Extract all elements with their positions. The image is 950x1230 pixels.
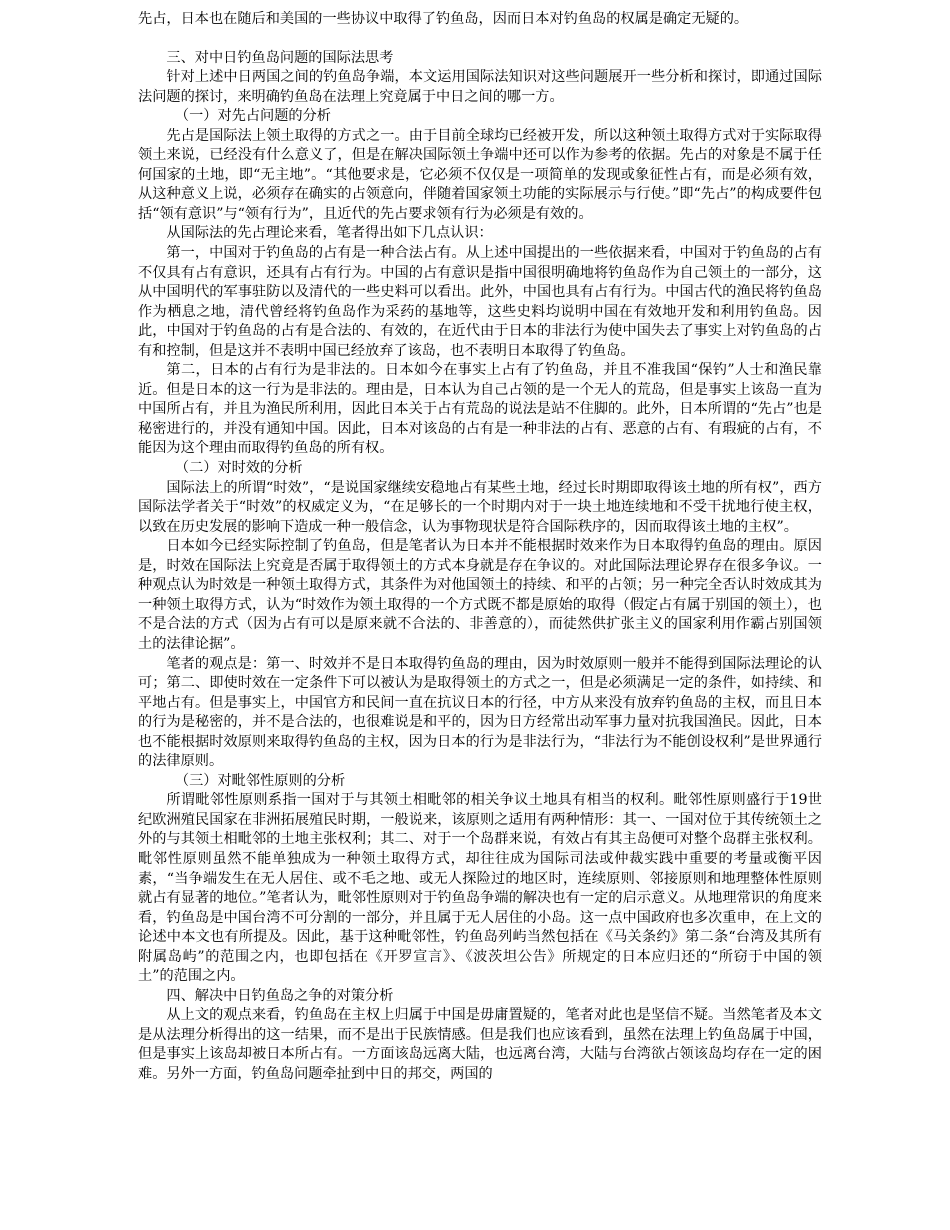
subsection-3-heading: （三）对毗邻性原则的分析	[174, 772, 346, 789]
subsection-1-paragraph-3: 第一，中国对于钓鱼岛的占有是一种合法占有。从上述中国提出的一些依据来看，中国对于钓鱼岛的占有不仅具有占有意识，还具有占有行为。中国的占有意识是指中国很明确地将钓鱼岛作为自己领土的一部分，这从中国明代的军事驻防以及清代的一些史料可以看出。此外，中国也具有占有行为。中国古代的渔民将钓鱼岛作为栖息之地，清代曾经将钓鱼岛作为采药的基地等，这些史料均说明中国在有效地开发和利用钓鱼岛。因此，中国对于钓鱼岛的占有是合法的、有效的，在近代由于日本的非法行为使中国失去了事实上对钓鱼岛的占有和控制，但是这并不表明中国已经放弃了该岛，也不表明日本取得了钓鱼岛。	[138, 245, 822, 359]
section-4-heading: 四、解决中日钓鱼岛之争的对策分析	[166, 987, 394, 1004]
subsection-3-paragraph-1: 所谓毗邻性原则系指一国对于与其领土相毗邻的相关争议土地具有相当的权利。毗邻性原则盛行于19世纪欧洲殖民国家在非洲拓展殖民时期，一般说来，该原则之适用有两种情形：其一、一国对位于其传统领土之外的与其领土相毗邻的土地主张权利；其二、对于一个岛群来说，有效占有其主岛便可对整个岛群主张权利。毗邻性原则虽然不能单独成为一种领土取得方式，却往往成为国际司法或仲裁实践中重要的考量或衡平因素，“当争端发生在无人居住、或不毛之地、或无人探险过的地区时，连续原则、邻接原则和地理整体性原则就占有显著的地位。”笔者认为，毗邻性原则对于钓鱼岛争端的解决也有一定的启示意义。从地理常识的角度来看，钓鱼岛是中国台湾不可分割的一部分，并且属于无人居住的小岛。这一点中国政府也多次重申，在上文的论述中本文也有所提及。因此，基于这种毗邻性，钓鱼岛列屿当然包括在《马关条约》第二条“台湾及其所有附属岛屿”的范围之内，也即包括在《开罗宣言》、《波茨坦公告》所规定的日本应归还的“所窃于中国的领土”的范围之内。	[138, 792, 822, 985]
subsection-2-paragraph-2: 日本如今已经实际控制了钓鱼岛，但是笔者认为日本并不能根据时效来作为日本取得钓鱼岛的理由。原因是，时效在国际法上究竟是否属于取得领土的方式本身就是存在争议的。对此国际法理论界存在很多争议。一种观点认为时效是一种领土取得方式，其条件为对他国领土的持续、和平的占领；另一种完全否认时效成其为一种领土取得方式，认为“时效作为领土取得的一个方式既不都是原始的取得（假定占有属于别国的领土），也不是合法的方式（因为占有可以是原来就不合法的、非善意的），而徒然供扩张主义的国家利用作霸占别国领土的法律论据”。	[138, 538, 822, 652]
lead-paragraph: 先占，日本也在随后和美国的一些协议中取得了钓鱼岛，因而日本对钓鱼岛的权属是确定无疑的。	[138, 11, 749, 27]
paragraph-gap	[138, 30, 822, 49]
subsection-1-paragraph-1: 先占是国际法上领土取得的方式之一。由于目前全球均已经被开发，所以这种领土取得方式对于实际取得领土来说，已经没有什么意义了，但是在解决国际领土争端中还可以作为参考的依据。先占的对象是不属于任何国家的土地，即“无主地”。“其他要求是，它必须不仅仅是一项简单的发现或象征性占有，而是必须有效，从这种意义上说，必须存在确实的占领意向，伴随着国家领土功能的实际展示与行使。”即“先占”的构成要件包括“领有意识”与“领有行为”，且近代的先占要求领有行为必须是有效的。	[138, 127, 822, 222]
document-page	[138, 10, 822, 1085]
subsection-2-paragraph-1: 国际法上的所谓“时效”，“是说国家继续安稳地占有某些土地，经过长时期即取得该土地的所有权”，西方国际法学者关于“时效”的权威定义为，“在足够长的一个时期内对于一块土地连续地和不受干扰地行使主权，以致在历史发展的影响下造成一种一般信念，认为事物现状是符合国际秩序的，因而取得该土地的主权”。	[138, 479, 822, 535]
section-3-intro: 针对上述中日两国之间的钓鱼岛争端，本文运用国际法知识对这些问题展开一些分析和探讨，即通过国际法问题的探讨，来明确钓鱼岛在法理上究竟属于中日之间的哪一方。	[138, 69, 822, 105]
subsection-1-heading: （一）对先占问题的分析	[174, 108, 331, 125]
subsection-2-heading: （二）对时效的分析	[174, 460, 303, 477]
subsection-2-paragraph-3: 笔者的观点是：第一、时效并不是日本取得钓鱼岛的理由，因为时效原则一般并不能得到国际法理论的认可；第二、即使时效在一定条件下可以被认为是取得领土的方式之一，但是必须满足一定的条件，如持续、和平地占有。但是事实上，中国官方和民间一直在抗议日本的行径，中方从来没有放弃钓鱼岛的主权，而且日本的行为是秘密的，并不是合法的，也很难说是和平的，因为日方经常出动军事力量对抗我国渔民。因此，日本也不能根据时效原则来取得钓鱼岛的主权，因为日本的行为是非法行为，“非法行为不能创设权利”是世界通行的法律原则。	[138, 655, 822, 770]
subsection-1-paragraph-4: 第二，日本的占有行为是非法的。日本如今在事实上占有了钓鱼岛，并且不准我国“保钓”人士和渔民靠近。但是日本的这一行为是非法的。理由是，日本认为自己占领的是一个无人的荒岛，但是事实上该岛一直为中国所占有，并且为渔民所利用，因此日本关于占有荒岛的说法是站不住脚的。此外，日本所谓的“先占”也是秘密进行的，并没有通知中国。因此，日本对该岛的占有是一种非法的占有、恶意的占有、有瑕疵的占有，不能因为这个理由而取得钓鱼岛的所有权。	[138, 362, 822, 457]
section-3-heading: 三、对中日钓鱼岛问题的国际法思考	[166, 49, 394, 66]
section-4-paragraph-1: 从上文的观点来看，钓鱼岛在主权上归属于中国是毋庸置疑的，笔者对此也是坚信不疑。当然笔者及本文是从法理分析得出的这一结果，而不是出于民族情感。但是我们也应该看到，虽然在法理上钓鱼岛属于中国，但是事实上该岛却被日本所占有。一方面该岛远离大陆，也远离台湾，大陆与台湾欲占领该岛均存在一定的困难。另外一方面，钓鱼岛问题牵扯到中日的邦交，两国的	[138, 1007, 822, 1082]
subsection-1-paragraph-2: 从国际法的先占理论来看，笔者得出如下几点认识：	[166, 225, 493, 242]
